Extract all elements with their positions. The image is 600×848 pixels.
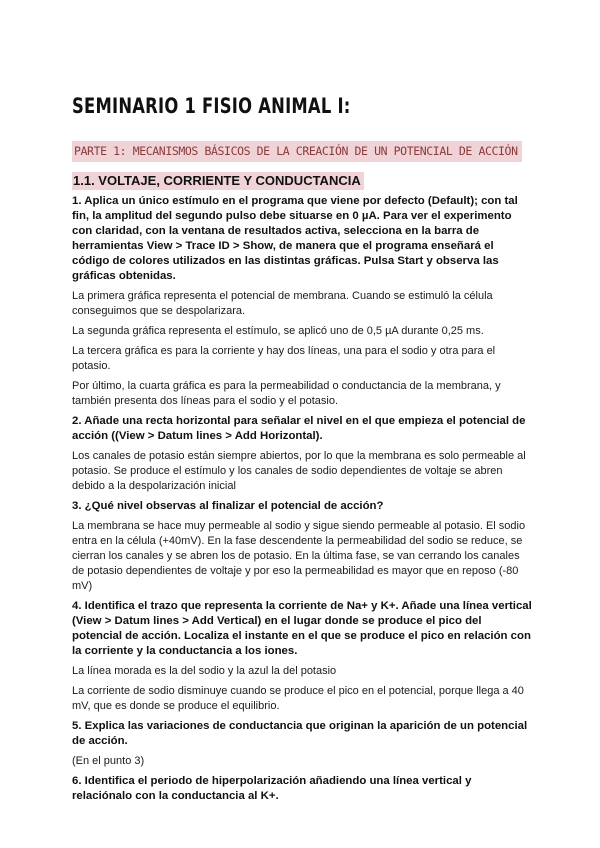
section-heading: 1.1. VOLTAJE, CORRIENTE Y CONDUCTANCIA bbox=[72, 172, 364, 190]
answer-4-paragraph-1: La línea morada es la del sodio y la azul la del potasio bbox=[72, 665, 337, 677]
answer-1-paragraph-2: La segunda gráfica representa el estímulo, se aplicó uno de 0,5 µA durante 0,25 ms. bbox=[72, 325, 484, 337]
document-body bbox=[72, 194, 532, 809]
answer-1-paragraph-1: La primera gráfica representa el potencial de membrana. Cuando se estimuló la célula conseguimos que se despolarizara. bbox=[72, 290, 493, 317]
document-title: SEMINARIO 1 FISIO ANIMAL I: bbox=[72, 94, 351, 118]
answer-5: (En el punto 3) bbox=[72, 755, 145, 767]
answer-3: La membrana se hace muy permeable al sodio y sigue siendo permeable al potasio. El sodio entra en la célula (+40mV). En la fase descendente la permeabilidad del sodio se reduce, se cierran los canales y se abren los de potasio. En la última fase, se van cerrando los canales de potasio dependientes de voltaje y por eso la permeabilidad es mayor que en reposo (-80 mV) bbox=[72, 520, 526, 592]
question-1: 1. Aplica un único estímulo en el programa que viene por defecto (Default); con tal fin, la amplitud del segundo pulso debe situarse en 0 µA. Para ver el experimento con claridad, con la ventana de resultados activa, selecciona en la barra de herramientas View > Trace ID > Show, de manera que el programa enseñará el código de colores utilizados en las distintas gráficas. Pulsa Start y observa las gráficas obtenidas. bbox=[72, 195, 518, 282]
answer-4-paragraph-2: La corriente de sodio disminuye cuando se produce el pico en el potencial, porque llega a 40 mV, que es donde se produce el equilibrio. bbox=[72, 685, 524, 712]
part-heading: PARTE 1: MECANISMOS BÁSICOS DE LA CREACIÓN DE UN POTENCIAL DE ACCIÓN bbox=[72, 141, 522, 162]
question-2: 2. Añade una recta horizontal para señalar el nivel en el que empieza el potencial de acción ((View > Datum lines > Add Horizontal). bbox=[72, 415, 526, 442]
answer-1-paragraph-4: Por último, la cuarta gráfica es para la permeabilidad o conductancia de la membrana, y también presenta dos líneas para el sodio y el potasio. bbox=[72, 380, 501, 407]
question-6: 6. Identifica el periodo de hiperpolarización añadiendo una línea vertical y relaciónalo con la conductancia al K+. bbox=[72, 775, 472, 802]
question-5: 5. Explica las variaciones de conductancia que originan la aparición de un potencial de acción. bbox=[72, 720, 528, 747]
answer-1-paragraph-3: La tercera gráfica es para la corriente y hay dos líneas, una para el sodio y otra para el potasio. bbox=[72, 345, 496, 372]
question-3: 3. ¿Qué nivel observas al finalizar el potencial de acción? bbox=[72, 500, 384, 512]
answer-2: Los canales de potasio están siempre abiertos, por lo que la membrana es solo permeable al potasio. Se produce el estímulo y los canales de sodio dependientes de voltaje se abren debido a la despolarización inicial bbox=[72, 450, 526, 492]
question-4: 4. Identifica el trazo que representa la corriente de Na+ y K+. Añade una línea vertical (View > Datum lines > Add Vertical) en el lugar donde se produce el pico del potencial de acción. Localiza el instante en el que se produce el pico en relación con la corriente y la conductancia a los iones. bbox=[72, 600, 532, 657]
